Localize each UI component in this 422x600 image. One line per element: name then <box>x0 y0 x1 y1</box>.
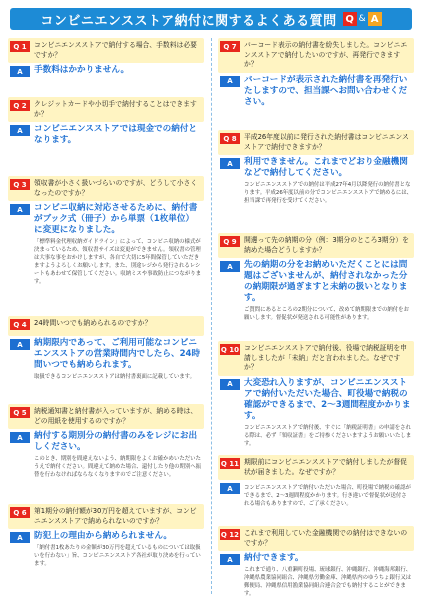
question-row <box>218 130 414 155</box>
ampersand: & <box>358 14 366 24</box>
answer-row <box>8 336 204 381</box>
question-row <box>8 316 204 336</box>
answer-note: コンビニエンスストアでの納付は平成27年4月以降発行の納付書となります。平成26年度以前の分でコンビニエンスストアで納めるには、担当課で再発行を受けてください。 <box>244 182 412 204</box>
answer-row <box>218 480 414 508</box>
question-number: Q 5 <box>10 407 30 418</box>
faq-item <box>8 97 204 146</box>
question-text: クレジットカードや小切手で納付することはできますか？ <box>34 100 197 118</box>
q-badge: Q <box>343 12 357 26</box>
answer-row <box>218 258 414 322</box>
answer-note: 取扱できるコンビニエンスストアは納付書裏面に記載しています。 <box>34 374 195 380</box>
faq-item <box>218 130 414 205</box>
answer-badge: A <box>10 66 30 77</box>
answer-heading: コンビニ収納に対応させるために、納付書がブック式（冊子）から単票（1枚単位）に変更になりました。 <box>34 203 198 235</box>
answer-note: これまで通り、八重瀬町役場、琉球銀行、沖縄銀行、沖縄海邦銀行、沖縄県農業協同組合、沖縄県労働金庫、沖縄県内のゆうちょ銀行又は郵便局、沖縄県信用漁業協同組合連合会でも納付することができます。 <box>244 567 412 597</box>
faq-item <box>218 341 414 448</box>
question-text: 期限前にコンビニエンスストアで納付しましたが督促状が届きました。なぜですか？ <box>244 458 407 476</box>
question-text: 24時間いつでも納められるのですか？ <box>34 319 152 327</box>
question-row <box>218 38 414 73</box>
question-row <box>8 404 204 429</box>
question-number: Q 4 <box>10 319 30 330</box>
answer-note: 「標準料金代理収納ガイドライン」によって、コンビニ収納の様式が決まっているため、領収書サイズは変更ができません。領収書の管理は大事な事をおかけしますが、各自で大切に5年間保管していただきますようよろしくお願いします。また、別途レジから発行されるレシートもあわせて保管してください。収納ミスや事故防止につながります。 <box>34 239 202 285</box>
answer-row <box>218 155 414 205</box>
question-number: Q 7 <box>220 41 240 52</box>
question-row <box>218 526 414 551</box>
answer-badge: A <box>220 379 240 390</box>
answer-note: 「納付書1枚あたりの金額が30万円を超えているものについては取扱いを行わない」旨、コンビニエンスストア各社が取り決めを行っています。 <box>34 545 201 567</box>
question-row <box>218 455 414 480</box>
answer-note: コンビニエンスストアで納付後、すぐに「納税証明書」の申請をされる際は、必ず「領収証書」をご持参くださいますようお願いいたします。 <box>244 424 412 447</box>
answer-row <box>8 529 204 568</box>
faq-item <box>218 233 414 322</box>
answer-row <box>8 122 204 146</box>
answer-heading: 先の納期の分をお納めいただくことには問題はございませんが、納付されなかった分の納期限が過ぎますと未納の扱いとなります。 <box>244 260 408 303</box>
question-row <box>8 504 204 529</box>
question-row <box>218 233 414 258</box>
faq-item <box>8 404 204 479</box>
answer-badge: A <box>220 554 240 565</box>
answer-row <box>8 63 204 76</box>
question-text: 平成26年度以前に発行された納付書はコンビニエンスストアで納付できますか？ <box>244 133 409 151</box>
question-text: コンビニエンスストアで納付する場合、手数料は必要ですか？ <box>34 41 197 59</box>
question-number: Q 3 <box>10 179 30 190</box>
faq-item <box>218 38 414 108</box>
answer-heading: コンビニエンスストアでは現金での納付となります。 <box>34 124 198 145</box>
answer-row <box>218 551 414 598</box>
question-row <box>218 341 414 376</box>
page-title: コンビニエンスストア納付に関するよくある質問 <box>40 13 337 29</box>
question-text: 第1期分の納付額が30万円を超えていますが、コンビニエンスストアで納められないのですか？ <box>34 507 197 525</box>
a-badge: A <box>368 12 382 26</box>
page-header <box>10 8 412 30</box>
question-text: 納税通知書と納付書が入っていますが、納める時は、どの用紙を使用するのですか？ <box>34 407 198 425</box>
question-number: Q 10 <box>220 345 240 354</box>
question-row <box>8 176 204 201</box>
question-number: Q 2 <box>10 100 30 111</box>
answer-heading: バーコードが表示された納付書を再発行いたしますので、担当課へお問い合わせください。 <box>244 74 408 107</box>
answer-heading: 納付する期別分の納付書のみをレジにお出しください。 <box>34 431 198 452</box>
faq-item <box>218 526 414 598</box>
answer-note: ご質問にあるところの2期分について、改めて納期限までの納付をお願いします。督促状が発送される可能性があります。 <box>244 307 409 321</box>
faq-item <box>8 316 204 381</box>
faq-item <box>8 176 204 286</box>
answer-badge: A <box>220 483 240 494</box>
question-row <box>8 97 204 122</box>
answer-heading: 手数料はかかりません。 <box>34 65 130 75</box>
answer-badge: A <box>220 261 240 272</box>
answer-badge: A <box>10 125 30 136</box>
answer-heading: 防犯上の理由から納められません。 <box>34 531 173 541</box>
question-number: Q 12 <box>220 530 240 539</box>
answer-row <box>218 73 414 108</box>
answer-badge: A <box>220 158 240 169</box>
answer-row <box>8 429 204 479</box>
question-row <box>8 38 204 63</box>
faq-item <box>218 455 414 508</box>
answer-badge: A <box>10 339 30 350</box>
question-number: Q 9 <box>220 236 240 247</box>
answer-badge: A <box>10 432 30 443</box>
answer-badge: A <box>220 76 240 87</box>
answer-row <box>218 376 414 448</box>
question-text: これまで利用していた金融機関での納付はできないのですか？ <box>244 529 408 547</box>
answer-badge: A <box>10 532 30 543</box>
question-number: Q 1 <box>10 41 30 52</box>
answer-badge: A <box>10 204 30 215</box>
column-divider <box>211 38 212 594</box>
question-text: コンビニエンスストアで納付後、役場で納税証明を申請しましたが「未納」だと言われました。なぜですか？ <box>244 344 407 371</box>
answer-heading: 納期限内であって、ご利用可能なコンビニエンスストアの営業時間内でしたら、24時間いつでも納められます。 <box>34 338 201 370</box>
question-number: Q 8 <box>220 133 240 144</box>
answer-note: このとき、期別を間違えないよう、納期限をよくお確かめいただいたうえで納付ください。間違えて納めた場合、還付したり他の期別へ振替を行わなければならなくなりますのでご注意ください。 <box>34 456 202 478</box>
question-number: Q 11 <box>220 459 240 468</box>
faq-item <box>8 38 204 76</box>
answer-heading: 利用できません。これまでどおり金融機関などで納付してください。 <box>244 157 408 178</box>
answer-heading: 納付できます。 <box>244 553 304 563</box>
question-text: 開邊って先の納期の分（例：3期分のところ3期分）を納めた場合どうしますか？ <box>244 236 409 254</box>
answer-row <box>8 201 204 286</box>
question-text: 領収書が小さく扱いづらいのですが、どうして小さくなったのですか？ <box>34 179 198 197</box>
answer-heading: 大変恐れ入りますが、コンビニエンスストアで納付いただいた場合、町役場で納税の確認ができるまで、2〜3週間程度かかります。 <box>244 377 411 421</box>
answer-note: コンビニエンスストアで納付いただいた場合、町役場で納税の確認ができるまで、2〜3週間程度かかります。行き違いで督促状が送付される場合もありますので、ご了承ください。 <box>244 485 411 507</box>
faq-item <box>8 504 204 568</box>
question-number: Q 6 <box>10 507 30 518</box>
question-text: バーコード表示の納付書を紛失しました。コンビニエンスストアで納付したいのですが、再発行できますか？ <box>244 41 408 68</box>
